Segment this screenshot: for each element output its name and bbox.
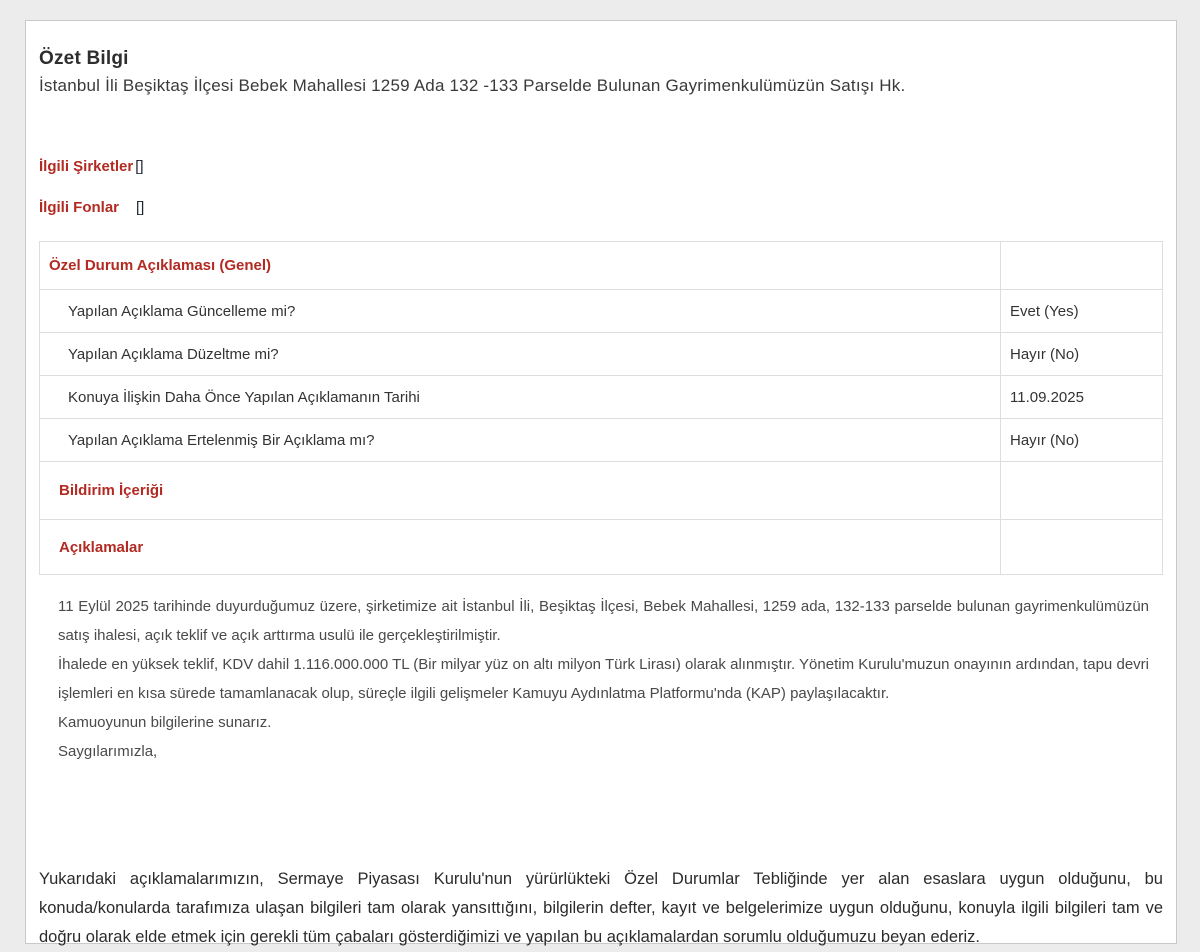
row-value: 11.09.2025 xyxy=(1001,376,1163,419)
related-funds-value: [] xyxy=(136,199,145,216)
table-subsection-row xyxy=(40,520,1163,575)
subsection-value xyxy=(1001,520,1163,575)
table-row xyxy=(40,419,1163,462)
table-row xyxy=(40,290,1163,333)
related-companies-value: [] xyxy=(135,158,144,175)
table-section-header-value xyxy=(1001,242,1163,290)
disclosure-paragraph: Kamuoyunun bilgilerine sunarız. xyxy=(58,714,272,731)
subsection-label: Bildirim İçeriği xyxy=(40,462,1001,520)
related-companies-row xyxy=(39,158,1163,175)
disclosure-card xyxy=(25,20,1177,944)
disclosure-paragraph: Saygılarımızla, xyxy=(58,743,158,760)
table-row xyxy=(40,376,1163,419)
disclosure-paragraph: 11 Eylül 2025 tarihinde duyurduğumuz üzere, şirketimize ait İstanbul İli, Beşiktaş İlçesi, Bebek Mahallesi, 1259 ada, 132-133 parselde bulunan gayrimenkulümüzün satış ihalesi, açık teklif ve açık arttırma usulü ile gerçekleştirilmiştir. xyxy=(58,598,1149,644)
table-section-header: Özel Durum Açıklaması (Genel) xyxy=(40,242,1001,290)
page-title: Özet Bilgi xyxy=(39,48,129,69)
disclosure-body xyxy=(58,592,1149,766)
disclosure-subject: İstanbul İli Beşiktaş İlçesi Bebek Mahallesi 1259 Ada 132 -133 Parselde Bulunan Gayrimenkulümüzün Satışı Hk. xyxy=(39,76,906,95)
table-subsection-row xyxy=(40,462,1163,520)
row-label: Yapılan Açıklama Güncelleme mi? xyxy=(40,290,1001,333)
table-row xyxy=(40,333,1163,376)
related-funds-label: İlgili Fonlar xyxy=(39,199,120,216)
row-value: Hayır (No) xyxy=(1001,333,1163,376)
row-value: Hayır (No) xyxy=(1001,419,1163,462)
row-label: Yapılan Açıklama Düzeltme mi? xyxy=(40,333,1001,376)
row-label: Konuya İlişkin Daha Önce Yapılan Açıklamanın Tarihi xyxy=(40,376,1001,419)
row-value: Evet (Yes) xyxy=(1001,290,1163,333)
table-section-header-row xyxy=(40,242,1163,290)
subsection-value xyxy=(1001,462,1163,520)
related-funds-row xyxy=(39,199,1163,216)
compliance-statement: Yukarıdaki açıklamalarımızın, Sermaye Piyasası Kurulu'nun yürürlükteki Özel Durumlar Tebliğinde yer alan esaslara uygun olduğunu, bu konuda/konularda tarafımıza ulaşan bilgileri tam olarak yansıttığını, bilgilerin defter, kayıt ve belgelerimize uygun olduğunu, konuyla ilgili bilgileri tam ve doğru olarak elde etmek için gerekli tüm çabaları gösterdiğimizi ve yapılan bu açıklamalardan sorumlu olduğumuzu beyan ederiz. xyxy=(39,869,1163,946)
related-companies-label: İlgili Şirketler xyxy=(39,158,134,175)
disclosure-table xyxy=(39,241,1163,575)
disclosure-paragraph: İhalede en yüksek teklif, KDV dahil 1.116.000.000 TL (Bir milyar yüz on altı milyon Türk Lirası) olarak alınmıştır. Yönetim Kurulu'muzun onayının ardından, tapu devri işlemleri en kısa sürede tamamlanacak olup, süreçle ilgili gelişmeler Kamuyu Aydınlatma Platformu'nda (KAP) paylaşılacaktır. xyxy=(58,656,1149,702)
subsection-label: Açıklamalar xyxy=(40,520,1001,575)
row-label: Yapılan Açıklama Ertelenmiş Bir Açıklama mı? xyxy=(40,419,1001,462)
